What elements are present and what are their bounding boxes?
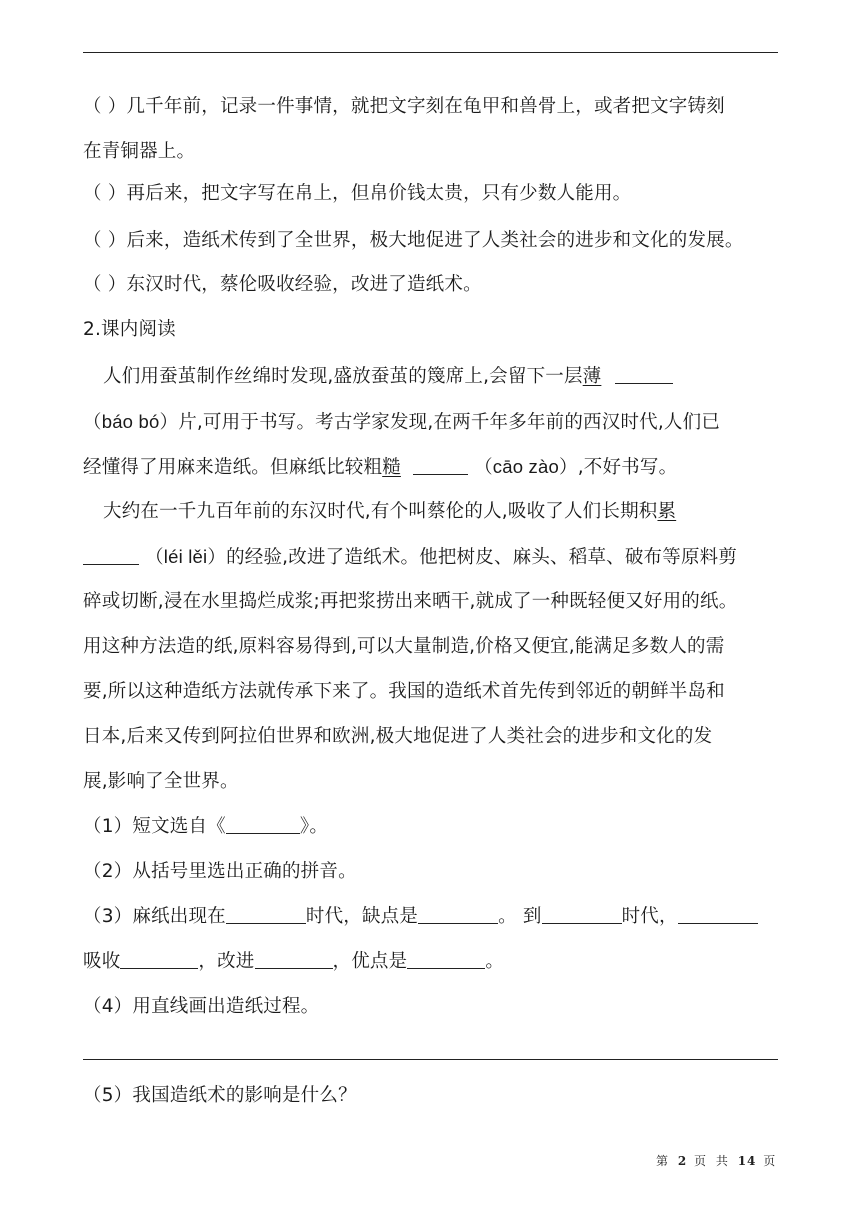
pinyin-options: （léi lěi） [145,546,227,567]
target-word: 累 [657,501,677,522]
question-text: （3）麻纸出现在 [83,906,226,927]
passage-line [83,455,783,480]
answer-blank[interactable] [418,905,498,924]
passage-line: 要,所以这种造纸方法就传承下来了。我国的造纸术首先传到邻近的朝鲜半岛和 [83,681,725,702]
question-5: （5）我国造纸术的影响是什么？ [83,1085,357,1106]
footer-text: 第 [656,1154,672,1168]
passage-line [103,500,803,524]
header-rule [83,52,778,53]
answer-blank[interactable] [413,456,468,475]
passage-text: 经懂得了用麻来造纸。但麻纸比较粗 [83,457,383,478]
target-word: 薄 [582,366,602,387]
question-text: 时代， [621,906,678,927]
question-4: （4）用直线画出造纸过程。 [83,996,320,1017]
passage-line: 展,影响了全世界。 [83,771,239,792]
question-text: 。 [485,951,505,972]
passage-text: ,不好书写。 [577,457,678,478]
answer-blank[interactable] [226,905,306,924]
section-heading: 2.课内阅读 [83,319,176,340]
passage-text: 人们用蚕茧制作丝绵时发现,盛放蚕茧的篾席上,会留下一层 [103,366,583,387]
answer-blank[interactable] [120,950,198,969]
pinyin-options: （cāo zào） [474,456,578,477]
question-text: ，改进 [198,951,255,972]
passage-line: 碎或切断,浸在水里捣烂成浆;再把浆捞出来晒干,就成了一种既轻便又好用的纸。 [83,591,738,612]
passage-text: 的经验,改进了造纸术。他把树皮、麻头、稻草、破布等原料剪 [226,547,738,568]
question-3-cont [83,950,783,974]
sort-item-1-cont: 在青铜器上。 [83,141,196,162]
passage-text: 片,可用于书写。考古学家发现,在两千年多年前的西汉时代,人们已 [178,412,721,433]
question-text: 吸收 [83,951,121,972]
passage-text: 大约在一千九百年前的东汉时代,有个叫蔡伦的人,吸收了人们长期积 [103,501,658,522]
page-number: 2 [677,1154,688,1168]
page-footer [656,1152,778,1169]
answer-blank[interactable] [615,365,673,384]
passage-line [103,365,803,389]
answer-blank[interactable] [542,905,622,924]
footer-text: 页 共 [694,1154,731,1168]
question-text: 》。 [299,816,329,837]
answer-line[interactable] [83,1059,778,1060]
passage-line [83,545,783,570]
sort-item-4: （ ）东汉时代，蔡伦吸收经验，改进了造纸术。 [83,274,482,295]
answer-blank[interactable] [255,950,333,969]
question-1 [83,815,783,839]
footer-text: 页 [763,1154,779,1168]
passage-line [83,410,783,435]
answer-blank[interactable] [678,905,758,924]
target-word: 糙 [382,457,401,478]
question-2: （2）从括号里选出正确的拼音。 [83,861,357,882]
passage-line: 用这种方法造的纸,原料容易得到,可以大量制造,价格又便宜,能满足多数人的需 [83,636,725,657]
passage-line: 日本,后来又传到阿拉伯世界和欧洲,极大地促进了人类社会的进步和文化的发 [83,726,713,747]
sort-item-3: （ ）后来，造纸术传到了全世界，极大地促进了人类社会的进步和文化的发展。 [83,230,744,251]
question-text: 时代，缺点是 [305,906,419,927]
question-text: （1）短文选自《 [83,816,226,837]
answer-blank[interactable] [226,815,300,834]
page-total: 14 [737,1154,757,1168]
question-text: ，优点是 [332,951,408,972]
sort-item-2: （ ）再后来，把文字写在帛上，但帛价钱太贵，只有少数人能用。 [83,183,632,204]
answer-blank[interactable] [83,546,139,565]
answer-blank[interactable] [407,950,485,969]
sort-item-1: （ ）几千年前，记录一件事情，就把文字刻在龟甲和兽骨上，或者把文字铸刻 [83,96,725,117]
question-3 [83,905,783,929]
question-text: 。 到 [498,906,542,927]
pinyin-options: （báo bó） [83,411,179,432]
